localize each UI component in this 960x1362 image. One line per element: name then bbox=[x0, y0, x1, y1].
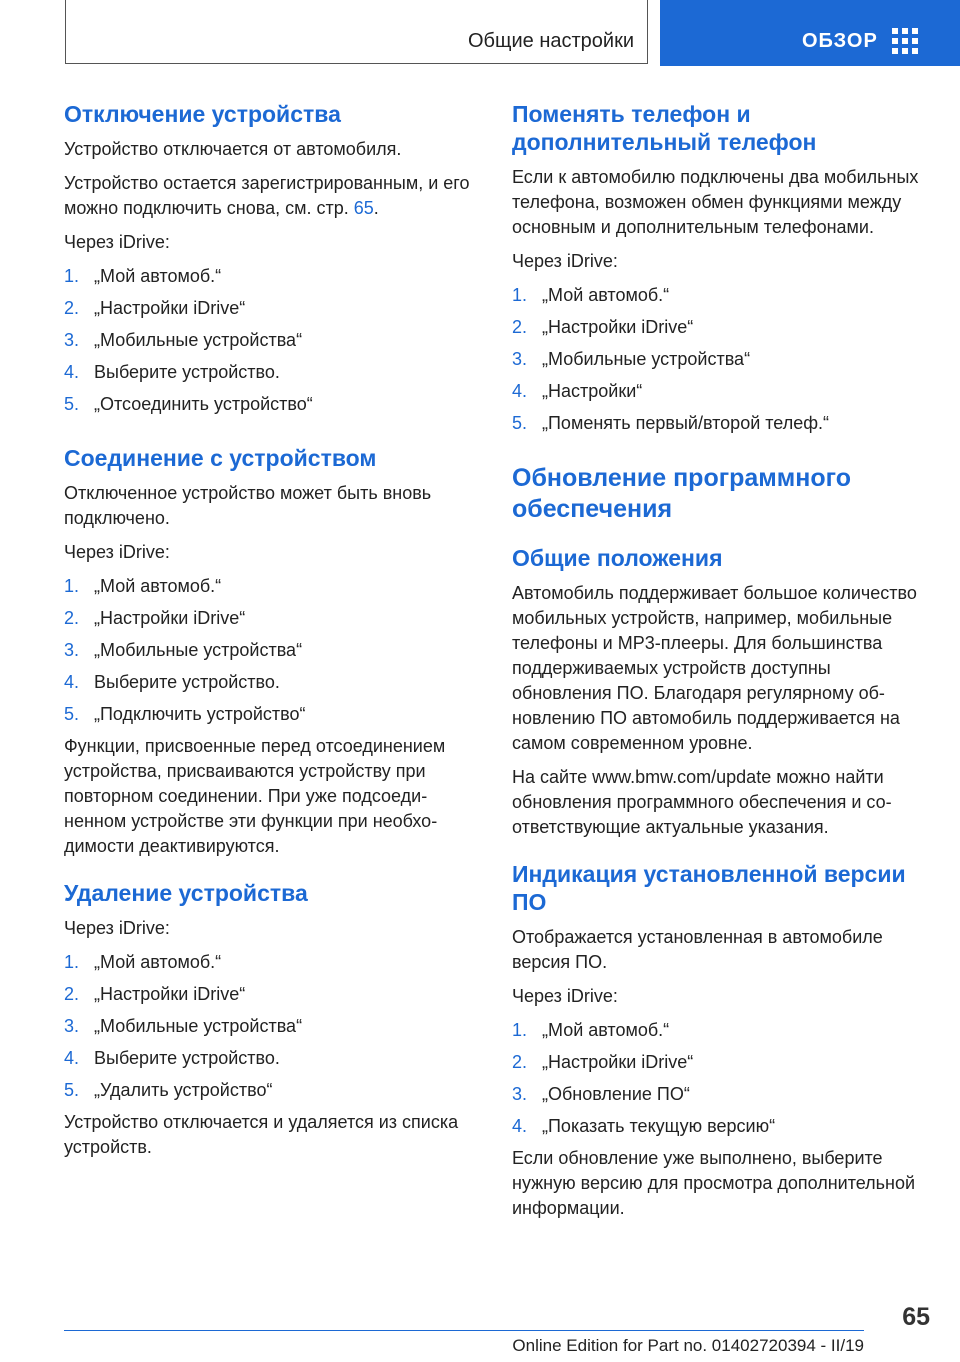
section-version bbox=[512, 860, 930, 1221]
via-idrive-label: Через iDrive: bbox=[512, 251, 618, 272]
list-item: 1. „Мой автомоб.“ bbox=[512, 285, 670, 306]
overview-tab-label: ОБЗОР bbox=[802, 30, 878, 52]
list-item: 3. „Мобильные устройства“ bbox=[64, 640, 303, 661]
paragraph: Автомобиль поддерживает большое количество мобильных устройств, например, мобильные телефоны и MP3-плееры. Для большинства поддерживаемых устройств доступны обновления ПО. Благодаря регулярному обновлению ПО автомобиль поддерживается на самом современном уровне. bbox=[512, 583, 917, 754]
steps-list bbox=[512, 1018, 930, 1139]
steps-list bbox=[64, 574, 474, 727]
section-disconnect bbox=[64, 100, 474, 417]
paragraph: Функции, присвоенные перед отсоединением устройства, присваиваются устройству при повторном соединении. При уже подсоединенном устройстве эти функции при необходимости деактивируются. bbox=[64, 736, 446, 857]
list-item: 3. „Мобильные устройства“ bbox=[64, 1016, 303, 1037]
paragraph: Отображается установленная в автомобиле версия ПО. bbox=[512, 927, 883, 973]
section-software-update bbox=[512, 463, 930, 524]
list-item: 1. „Мой автомоб.“ bbox=[512, 1020, 670, 1041]
via-idrive-label: Через iDrive: bbox=[64, 542, 170, 563]
list-item: 2. „Настройки iDrive“ bbox=[512, 1052, 694, 1073]
list-item: 3. „Обновление ПО“ bbox=[512, 1084, 690, 1105]
via-idrive-label: Через iDrive: bbox=[64, 918, 170, 939]
list-item: 1. „Мой автомоб.“ bbox=[64, 952, 222, 973]
paragraph: Если обновление уже выполнено, выберите нужную версию для просмотра дополнительной информации. bbox=[512, 1148, 916, 1219]
section-general bbox=[512, 544, 930, 840]
list-item: 5. „Поменять первый/второй телеф.“ bbox=[512, 413, 830, 434]
section-swap-phone bbox=[512, 100, 930, 436]
list-item: 5. „Подключить устройство“ bbox=[64, 704, 306, 725]
paragraph: На сайте www.bmw.com/update можно найти обновления программного обеспечения и соответствующие актуальные указания. bbox=[512, 767, 892, 838]
steps-list bbox=[512, 283, 930, 436]
list-item: 5. „Удалить устройство“ bbox=[64, 1080, 273, 1101]
steps-list bbox=[64, 950, 474, 1103]
list-item: 4. Выберите устройство. bbox=[64, 1048, 280, 1069]
left-column bbox=[64, 100, 474, 1160]
section-delete bbox=[64, 879, 474, 1160]
section-title-connect: Соединение с устройством bbox=[64, 445, 377, 472]
overview-tab[interactable] bbox=[660, 0, 960, 66]
list-item: 4. Выберите устройство. bbox=[64, 362, 280, 383]
list-item: 1. „Мой автомоб.“ bbox=[64, 576, 222, 597]
section-title-delete: Удаление устройства bbox=[64, 880, 308, 907]
right-column bbox=[512, 100, 930, 1221]
list-item: 4. Выберите устройство. bbox=[64, 672, 280, 693]
section-title-software-update: Обновление программного обеспечения bbox=[512, 464, 852, 523]
section-title-version: Индикация установленной версии ПО bbox=[512, 861, 906, 916]
list-item: 3. „Мобильные устройства“ bbox=[512, 349, 751, 370]
list-item: 2. „Настройки iDrive“ bbox=[64, 608, 246, 629]
list-item: 1. „Мой автомоб.“ bbox=[64, 266, 222, 287]
via-idrive-label: Через iDrive: bbox=[512, 986, 618, 1007]
list-item: 5. „Отсоединить устройство“ bbox=[64, 394, 313, 415]
list-item: 3. „Мобильные устройства“ bbox=[64, 330, 303, 351]
steps-list bbox=[64, 264, 474, 417]
list-item: 4. „Настройки“ bbox=[512, 381, 643, 402]
list-item: 2. „Настройки iDrive“ bbox=[512, 317, 694, 338]
paragraph: Устройство отключается от автомобиля. bbox=[64, 139, 402, 160]
list-item: 2. „Настройки iDrive“ bbox=[64, 298, 246, 319]
paragraph: Устройство остается зарегистрированным, и его можно подключить снова, см. стр. 65. bbox=[64, 173, 470, 219]
paragraph: Отключенное устройство может быть вновь подключено. bbox=[64, 483, 432, 529]
paragraph: Если к автомобилю подключены два мобильных телефона, возможен обмен функциями между основным и дополнительным телефонами. bbox=[512, 167, 919, 238]
list-item: 2. „Настройки iDrive“ bbox=[64, 984, 246, 1005]
page-number: 65 bbox=[902, 1303, 930, 1331]
grid-icon bbox=[892, 28, 918, 54]
edition-footer: Online Edition for Part no. 01402720394 - II/19 bbox=[512, 1336, 864, 1355]
paragraph: Устройство отключается и удаляется из списка устройств. bbox=[64, 1112, 459, 1158]
section-title-general: Общие положения bbox=[512, 545, 723, 572]
section-title-swap-phone: Поменять телефон и дополнительный телефон bbox=[512, 101, 817, 156]
section-title-disconnect: Отключение устройства bbox=[64, 101, 341, 127]
page-link[interactable]: 65 bbox=[353, 198, 374, 219]
footer-divider bbox=[64, 1330, 864, 1331]
list-item: 4. „Показать текущую версию“ bbox=[512, 1116, 776, 1137]
via-idrive-label: Через iDrive: bbox=[64, 232, 170, 253]
section-connect bbox=[64, 444, 474, 859]
section-title: Общие настройки bbox=[468, 30, 634, 52]
